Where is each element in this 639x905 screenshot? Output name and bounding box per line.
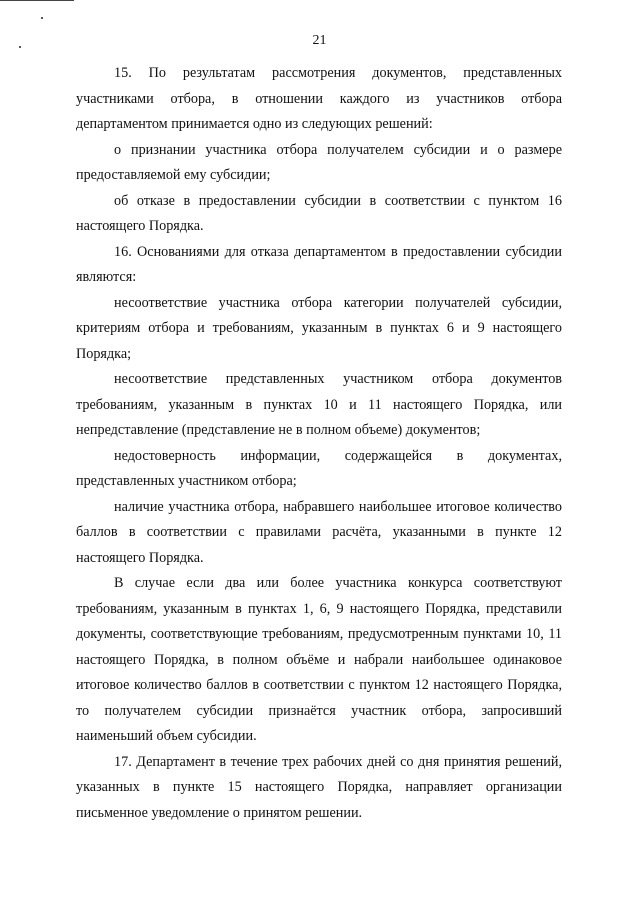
paragraph-15: 15. По результатам рассмотрения документов, представленных участниками отбора, в отношении каждого из участников отбора департаментом принимается одно из следующих решений:	[76, 65, 562, 132]
scan-artifact-line	[0, 0, 74, 1]
page-number: 21	[312, 33, 327, 48]
paragraph-15-decision-refusal: об отказе в предоставлении субсидии в соответствии с пунктом 16 настоящего Порядка.	[76, 192, 562, 234]
paragraph-tie-rule: В случае если два или более участника конкурса соответствуют требованиям, указанным в пунктах 1, 6, 9 настоящего Порядка, представили документы, соответствующие требованиям, предусмотренным пунктами 10, 11 настоящего Порядка, в полном объёме и набрали наибольшее одинаковое итоговое количество баллов в соответствии с пунктом 12 настоящего Порядка, то получателем субсидии признаётся участник отбора, запросивший наименьший объем субсидии.	[76, 575, 562, 744]
paragraph-15-decision-grant: о признании участника отбора получателем субсидии и о размере предоставляемой ему субсидии;	[76, 141, 562, 183]
paragraph-17: 17. Департамент в течение трех рабочих дней со дня принятия решений, указанных в пункте 15 настоящего Порядка, направляет организации письменное уведомление о принятом решении.	[76, 753, 562, 821]
paragraph-16-ground-unreliable: недостоверность информации, содержащейся в документах, представленных участником отбора;	[76, 447, 562, 489]
paragraph-16-ground-category: несоответствие участника отбора категории получателей субсидии, критериям отбора и требованиям, указанным в пунктах 6 и 9 настоящего Порядка;	[76, 294, 562, 362]
paragraph-16-ground-documents: несоответствие представленных участником отбора документов требованиям, указанным в пунктах 10 и 11 настоящего Порядка, или непредставление (представление не в полном объеме) документов;	[76, 371, 562, 438]
paragraph-16-ground-score: наличие участника отбора, набравшего наибольшее итоговое количество баллов в соответствии с правилами расчёта, указанными в пункте 12 настоящего Порядка.	[76, 498, 562, 566]
document-body	[76, 61, 562, 826]
scan-artifact-dot	[41, 17, 43, 19]
paragraph-16: 16. Основаниями для отказа департаментом в предоставлении субсидии являются:	[76, 243, 562, 285]
